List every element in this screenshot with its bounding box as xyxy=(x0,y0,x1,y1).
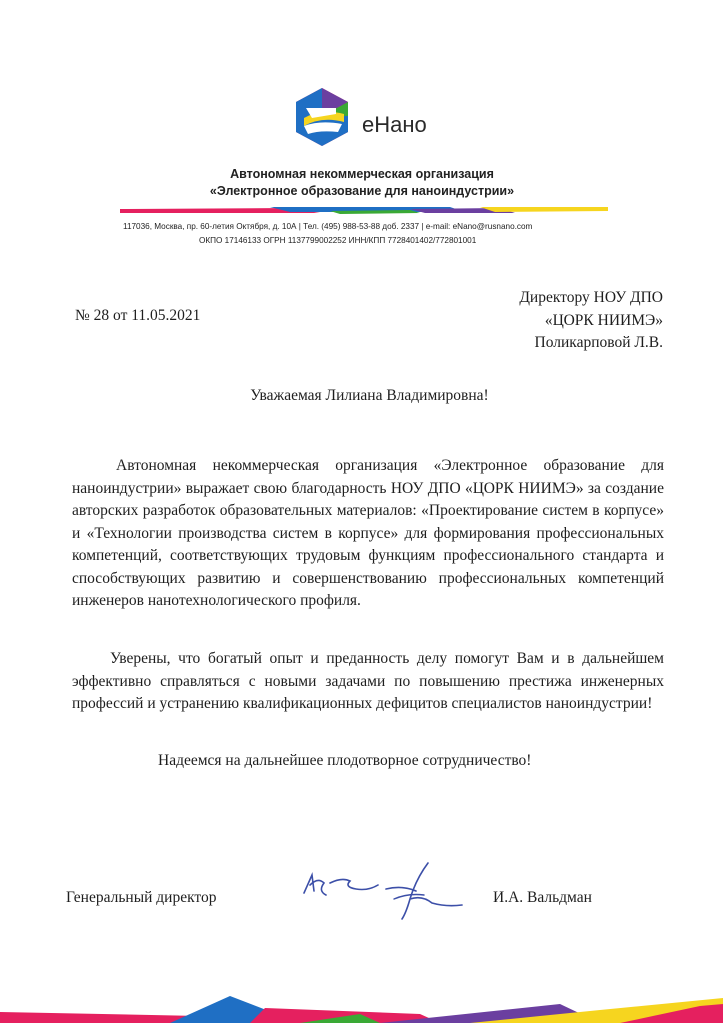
enano-logo-icon xyxy=(290,86,354,148)
handwritten-signature xyxy=(298,855,468,925)
footer-color-stripe xyxy=(0,990,723,1023)
paragraph-gratitude: Автономная некоммерческая организация «Электронное образование для наноиндустрии» выражает свою благодарность НОУ ДПО «ЦОРК НИИМЭ» за создание авторских разработок образовательных материалов: «Проектирование систем в корпусе» и «Технологии производства систем в корпусе» для формирования профессиональных компетенций, соответствующих трудовым функциям профессионального стандарта и способствующих развитию и совершенствованию профессиональных компетенций инженеров нанотехнологического профиля. xyxy=(72,457,664,609)
brand-name: eНано xyxy=(362,112,427,137)
org-name-line1: Автономная некоммерческая организация xyxy=(230,167,494,181)
paragraph-closing: Надеемся на дальнейшее плодотворное сотрудничество! xyxy=(158,752,532,769)
signer-name: И.А. Вальдман xyxy=(493,889,592,906)
paragraph-confidence: Уверены, что богатый опыт и преданность делу помогут Вам и в дальнейшем эффективно справляться с новыми задачами по повышению престижа инженерных профессий и устранению квалификационных дефицитов специалистов наноиндустрии! xyxy=(72,650,664,712)
contacts-line2: ОКПО 17146133 ОГРН 1137799002252 ИНН/КПП 7728401402/772801001 xyxy=(199,236,477,245)
greeting: Уважаемая Лилиана Владимировна! xyxy=(250,387,489,404)
recipient-line: «ЦОРК НИИМЭ» xyxy=(544,311,663,329)
recipient-line: Поликарповой Л.В. xyxy=(534,334,663,351)
signer-title: Генеральный директор xyxy=(66,889,217,906)
contacts-line1: 117036, Москва, пр. 60-летия Октября, д. 10А | Тел. (495) 988-53-88 доб. 2337 | e-mail: eNano@rusnano.com xyxy=(123,222,533,231)
letter-number: № 28 от 11.05.2021 xyxy=(75,307,201,324)
recipient-line: Директору НОУ ДПО xyxy=(519,289,663,306)
org-name-line2: «Электронное образование для наноиндустрии» xyxy=(209,184,515,198)
recipient-block xyxy=(519,287,663,355)
header-color-stripe xyxy=(120,205,608,215)
